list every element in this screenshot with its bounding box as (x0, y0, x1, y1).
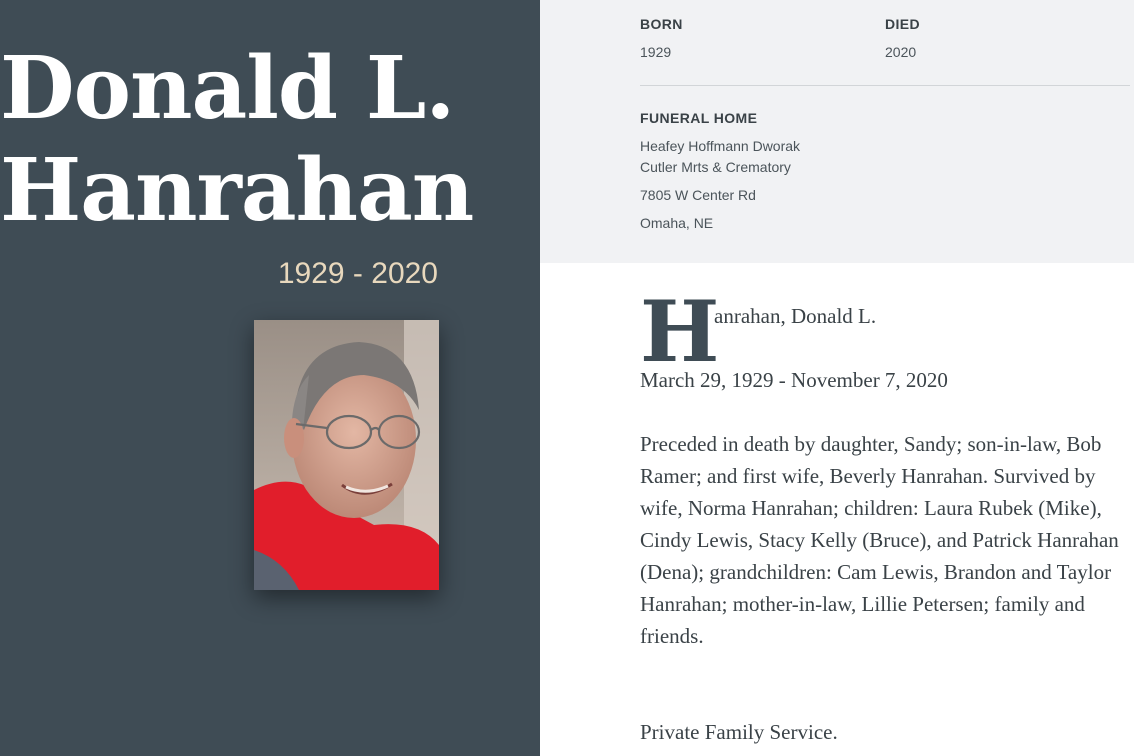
service-note: Private Family Service. (640, 720, 838, 744)
funeral-home-city: Omaha, NE (640, 215, 714, 231)
obituary-dates: March 29, 1929 - November 7, 2020 (640, 368, 948, 392)
deceased-name (0, 38, 474, 242)
name-line-first: Donald L. (0, 38, 455, 139)
obituary-heading: anrahan, Donald L. (714, 304, 877, 328)
portrait-photo[interactable] (254, 320, 439, 590)
died-label: DIED (885, 16, 921, 32)
life-years: 1929 - 2020 (277, 257, 438, 290)
died-value: 2020 (885, 44, 917, 60)
born-value: 1929 (640, 44, 672, 60)
divider (640, 85, 1130, 86)
details-panel (540, 0, 1134, 263)
funeral-home-address: 7805 W Center Rd (640, 187, 756, 203)
funeral-home-label: FUNERAL HOME (640, 110, 758, 126)
obituary-body: Preceded in death by daughter, Sandy; son-in-law, Bob Ramer; and first wife, Beverly Hanrahan. Survived by wife, Norma Hanrahan; children: Laura Rubek (Mike), Cindy Lewis, Stacy Kelly (Bruce), and Patrick Hanrahan (Dena); grandchildren: Cam Lewis, Brandon and Taylor Hanrahan; mother-in-law, Lillie Petersen; family and friends. (640, 432, 1119, 648)
born-label: BORN (640, 16, 683, 32)
name-line-last: Hanrahan (0, 140, 474, 241)
funeral-home-name-line2[interactable]: Cutler Mrts & Crematory (640, 159, 791, 175)
name-panel (0, 0, 540, 756)
funeral-home-name-line1[interactable]: Heafey Hoffmann Dworak (640, 138, 801, 154)
drop-cap: H (640, 282, 720, 381)
